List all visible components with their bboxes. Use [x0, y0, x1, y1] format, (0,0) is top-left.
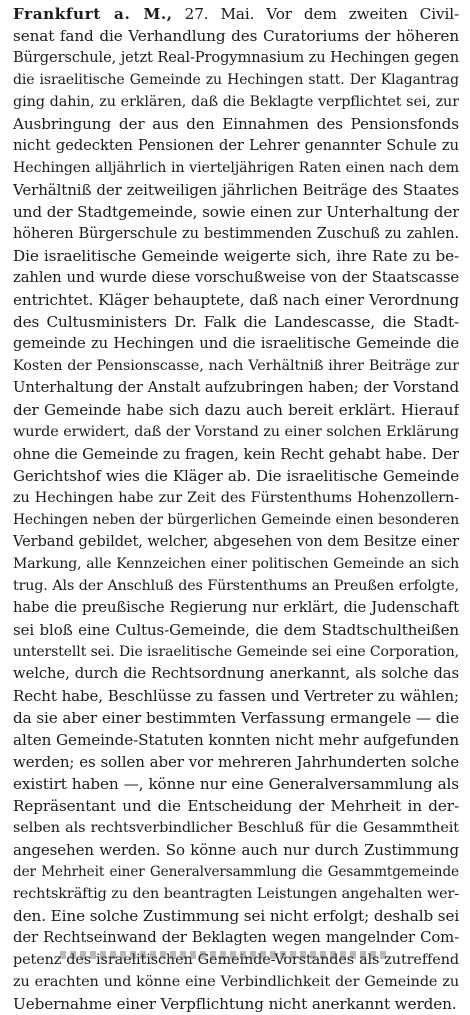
- article-line: Recht habe, Beschlüsse zu fassen und Vertreter zu wählen;: [13, 687, 459, 705]
- article-line: nicht gedeckten Pensionen der Lehrer genannter Schule zu: [13, 137, 459, 154]
- article-line: der Gemeinde habe sich dazu auch bereit erklärt. Hierauf: [13, 401, 459, 419]
- article-line: Markung, alle Kennzeichen einer politischen Gemeinde an sich: [13, 556, 459, 572]
- article-line: Kosten der Pensionscasse, nach Verhältniß ihrer Beiträge zur: [13, 358, 459, 374]
- article-line: senat fand die Verhandlung des Curatoriums der höheren: [13, 27, 459, 45]
- dateline-continuation: 27. Mai. Vor dem zweiten Civil-: [172, 5, 459, 23]
- article-line: werden; es sollen aber vor mehreren Jahrhunderten solche: [13, 753, 459, 771]
- article-line: Hechingen alljährlich in vierteljährigen Raten einen nach dem: [13, 160, 459, 176]
- article-line: welche, durch die Rechtsordnung anerkannt, als solche das: [13, 665, 459, 682]
- article-line: angesehen werden. So könne auch nur durch Zustimmung: [13, 841, 459, 859]
- article-line: unterstellt sei. Die israelitische Gemeinde sei eine Corporation,: [13, 644, 459, 660]
- article-line: die israelitische Gemeinde zu Hechingen statt. Der Klagantrag: [13, 72, 459, 88]
- article-line: Verhältniß der zeitweiligen jährlichen Beiträge des Staates: [13, 181, 459, 199]
- article-line: Repräsentant und die Entscheidung der Mehrheit in der-: [13, 797, 459, 815]
- article-line: zu Hechingen habe zur Zeit des Fürstenthums Hohenzollern-: [13, 490, 459, 506]
- article-line: höheren Bürgerschule zu bestimmenden Zuschuß zu zahlen.: [13, 225, 459, 242]
- article-line: Uebernahme einer Verpflichtung nicht anerkannt werden.: [13, 995, 457, 1013]
- article-line: alten Gemeinde-Statuten konnten nicht mehr aufgefunden: [13, 731, 459, 749]
- article-line: trug. Als der Anschluß des Fürstenthums an Preußen erfolgte,: [13, 578, 459, 594]
- cut-off-next-line: [60, 951, 390, 959]
- article-line: den. Eine solche Zustimmung sei nicht erfolgt; deshalb sei: [13, 907, 459, 925]
- article-line: Die israelitische Gemeinde weigerte sich, ihre Rate zu be-: [13, 247, 459, 265]
- article-line: ohne die Gemeinde zu fragen, kein Recht gehabt habe. Der: [13, 445, 459, 463]
- article-line: sei bloß eine Cultus-Gemeinde, die dem Stadtschultheißen: [13, 621, 459, 639]
- article-line: Hechingen neben der bürgerlichen Gemeinde einen besonderen: [13, 512, 459, 528]
- article-line: der Rechtseinwand der Beklagten wegen mangelnder Com-: [13, 929, 459, 946]
- dateline: Frankfurt a. M.,: [13, 5, 173, 23]
- article-line: ging dahin, zu erklären, daß die Beklagte verpflichtet sei, zur: [13, 94, 459, 110]
- newspaper-article: [13, 3, 459, 1015]
- article-line: wurde erwidert, daß der Vorstand zu einer solchen Erklärung: [13, 424, 459, 440]
- article-line: Ausbringung der aus den Einnahmen des Pensionsfonds: [13, 115, 459, 133]
- article-line: Verband gebildet, welcher, abgesehen von dem Besitze einer: [13, 533, 459, 550]
- article-line: entrichtet. Kläger behauptete, daß nach einer Verordnung: [13, 291, 459, 309]
- article-line: Unterhaltung der Anstalt aufzubringen haben; der Vorstand: [13, 379, 459, 396]
- article-line: zu erachten und könne eine Verbindlichkeit der Gemeinde zu: [13, 974, 459, 990]
- article-line: rechtskräftig zu den beantragten Leistungen angehalten wer-: [13, 886, 459, 902]
- article-line: des Cultusministers Dr. Falk die Landescasse, die Stadt-: [13, 313, 459, 331]
- article-line: Gerichtshof wies die Kläger ab. Die israelitische Gemeinde: [13, 467, 459, 485]
- article-line: selben als rechtsverbindlicher Beschluß für die Gesammtheit: [13, 820, 459, 836]
- article-line: und der Stadtgemeinde, sowie einen zur Unterhaltung der: [13, 203, 459, 221]
- article-line: [13, 3, 459, 25]
- article-line: der Mehrheit einer Generalversammlung die Gesammtgemeinde: [13, 864, 459, 880]
- article-line: existirt haben —, könne nur eine Generalversammlung als: [13, 775, 459, 793]
- article-line: zahlen und wurde diese vorschußweise von der Staatscasse: [13, 269, 459, 286]
- article-line: Bürgerschule, jetzt Real-Progymnasium zu Hechingen gegen: [13, 49, 459, 66]
- article-line: petenz des israelitischen Gemeinde-Vorstandes als zutreffend: [13, 952, 459, 968]
- article-line: gemeinde zu Hechingen und die israelitische Gemeinde die: [13, 335, 459, 352]
- article-line: da sie aber einer bestimmten Verfassung ermangele — die: [13, 709, 459, 727]
- article-line: habe die preußische Regierung nur erklärt, die Judenschaft: [13, 599, 459, 616]
